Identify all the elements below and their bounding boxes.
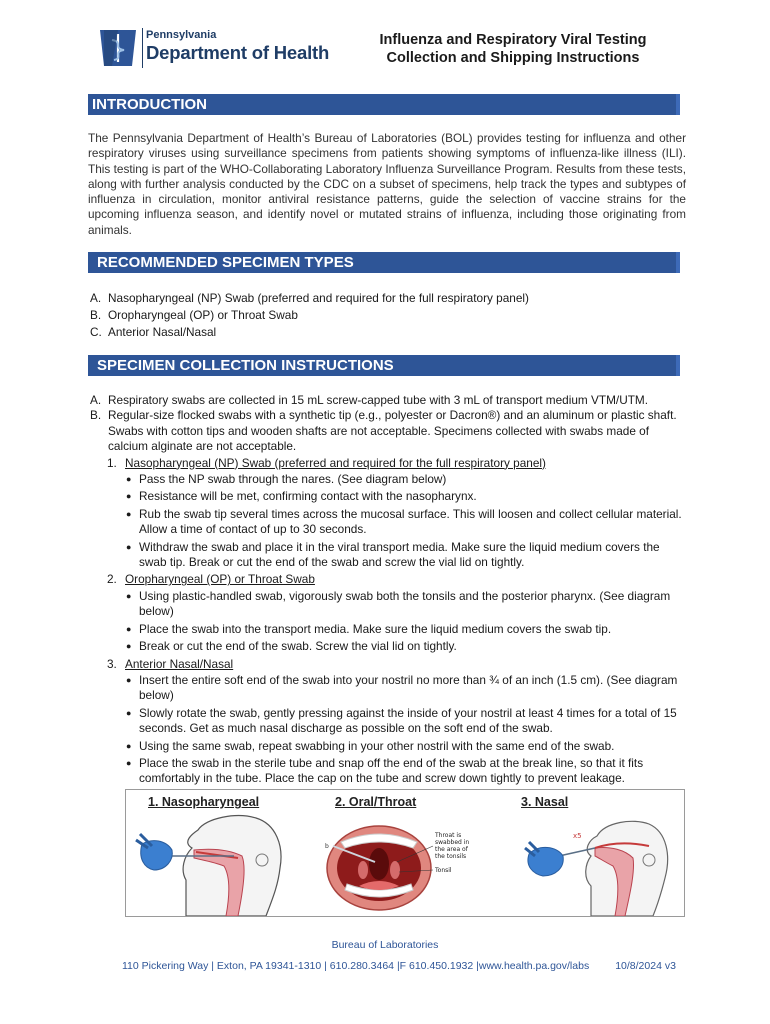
swab-diagram [125, 789, 685, 917]
title-line-1: Influenza and Respiratory Viral Testing [379, 32, 647, 48]
step-text: Resistance will be met, confirming contact with the nasopharynx. [139, 489, 477, 504]
panel-oral-throat [313, 790, 499, 916]
bullet-icon: ● [126, 541, 132, 552]
throat-label-3: the area of [435, 846, 468, 853]
list-marker: B. [90, 408, 102, 423]
swab-label: b [325, 843, 329, 850]
method-op-heading [107, 572, 690, 587]
list-item [126, 639, 690, 654]
list-marker: B. [90, 308, 102, 322]
step-text: Rub the swab tip several times across the mucosal surface. This will loosen and collect cellular material. Allow a time of contact of up to 30 seconds. [139, 506, 682, 537]
logo-department: Department of Health [146, 42, 330, 63]
list-item [126, 472, 690, 487]
method-nasal-steps [126, 673, 690, 787]
method-np-steps [126, 472, 690, 570]
list-marker: C. [90, 325, 102, 339]
step-text: Using plastic-handled swab, vigorously swab both the tonsils and the posterior pharynx. (See diagram below) [139, 588, 671, 619]
list-item [126, 489, 690, 504]
collection-list [90, 393, 690, 789]
method-op-steps [126, 589, 690, 655]
method-number: 3. [107, 656, 117, 671]
title-line-2: Collection and Shipping Instructions [386, 50, 640, 66]
step-text: Using the same swab, repeat swabbing in your other nostril with the same end of the swab. [139, 738, 615, 753]
method-number: 2. [107, 572, 117, 587]
recommended-list [90, 290, 529, 341]
keystone-logo-icon [98, 26, 138, 70]
bullet-icon: ● [126, 740, 132, 751]
tonsil-label: Tonsil [435, 867, 452, 874]
bullet-icon: ● [126, 491, 132, 502]
method-title: Nasopharyngeal (NP) Swab (preferred and required for the full respiratory panel) [125, 455, 546, 470]
step-text: Pass the NP swab through the nares. (See diagram below) [139, 472, 447, 487]
method-number: 1. [107, 455, 117, 470]
bullet-icon: ● [126, 641, 132, 652]
list-marker: A. [90, 393, 102, 407]
bullet-icon: ● [126, 590, 132, 601]
list-item [126, 739, 690, 754]
list-item [126, 706, 690, 737]
pa-doh-logo [98, 26, 328, 70]
list-item [90, 393, 690, 408]
logo-state: Pennsylvania [146, 29, 217, 41]
list-item [90, 290, 529, 307]
list-item [126, 589, 690, 620]
list-item [126, 756, 690, 787]
footer-contact-line [122, 960, 676, 972]
list-item [126, 507, 690, 538]
bullet-icon: ● [126, 508, 132, 519]
recommended-heading: RECOMMENDED SPECIMEN TYPES [88, 252, 680, 273]
list-text: Regular-size flocked swabs with a synthetic tip (e.g., polyester or Dacron®) and an aluminum or plastic shaft. Swabs with cotton tips and wooden shafts are not acceptable. Specimens collected with swabs made of calcium alginate are not acceptable. [108, 408, 677, 454]
collection-heading: SPECIMEN COLLECTION INSTRUCTIONS [88, 355, 680, 376]
list-text: Oropharyngeal (OP) or Throat Swab [108, 308, 298, 322]
bullet-icon: ● [126, 707, 132, 718]
footer-version: 10/8/2024 v3 [615, 960, 676, 972]
list-text: Respiratory swabs are collected in 15 mL screw-capped tube with 3 mL of transport medium VTM/UTM. [108, 393, 649, 407]
throat-label-4: the tonsils [435, 853, 467, 860]
panel-nasopharyngeal [126, 790, 312, 916]
list-item [90, 324, 529, 341]
footer-contact: 110 Pickering Way | Exton, PA 19341-1310 | 610.280.3464 |F 610.450.1932 |www.health.pa.gov/labs [122, 960, 590, 972]
list-text: Anterior Nasal/Nasal [108, 325, 217, 339]
list-marker: A. [90, 291, 102, 305]
step-text: Break or cut the end of the swab. Screw the vial lid on tightly. [139, 639, 457, 654]
bullet-icon: ● [126, 623, 132, 634]
introduction-heading: INTRODUCTION [88, 94, 680, 115]
step-text: Slowly rotate the swab, gently pressing against the inside of your nostril at least 4 times for a total of 15 seconds. Get as much nasal discharge as possible on the soft end of the swab. [139, 705, 677, 736]
list-item [90, 307, 529, 324]
method-title: Anterior Nasal/Nasal [125, 656, 234, 671]
document-title [340, 31, 686, 67]
introduction-text: The Pennsylvania Department of Health’s Bureau of Laboratories (BOL) provides testing for influenza and other respiratory viruses using surveillance specimens from patients showing symptoms of influenza-like illness (ILI). This testing is part of the WHO-Collaborating Laboratory Influenza Surveillance Program. Results from these tests, along with further analysis conducted by the CDC on a subset of specimens, help track the types and subtypes of influenza in circulation, monitor antiviral resistance patterns, guide the selection of vaccine strains for the upcoming influenza season, and identify novel or mutated strains of influenza, including those originating from animals. [88, 131, 686, 237]
method-nasal-heading [107, 657, 690, 672]
panel-nasal [499, 790, 685, 916]
footer-bureau: Bureau of Laboratories [331, 939, 439, 951]
panel-caption: 1. Nasopharyngeal [148, 795, 260, 809]
panel-caption: 2. Oral/Throat [335, 795, 417, 809]
nasal-rotation-label: x5 [573, 832, 582, 840]
list-item [126, 622, 690, 637]
logo-divider [142, 28, 143, 68]
bullet-icon: ● [126, 674, 132, 685]
step-text: Withdraw the swab and place it in the viral transport media. Make sure the liquid medium covers the swab tip. Break or cut the end of the swab and screw the vial lid on tightly. [139, 539, 660, 570]
step-text: Insert the entire soft end of the swab into your nostril no more than ¾ of an inch (1.5 cm). (See diagram below) [139, 672, 678, 703]
bullet-icon: ● [126, 474, 132, 485]
list-item [126, 673, 690, 704]
step-text: Place the swab in the sterile tube and snap off the end of the swab at the break line, so that it fits comfortably in the tube. Place the cap on the tube and screw down tightly to prevent leakage. [139, 755, 644, 786]
throat-label-1: Throat is [435, 832, 462, 839]
step-text: Place the swab into the transport media. Make sure the liquid medium covers the swab tip. [139, 621, 612, 636]
method-title: Oropharyngeal (OP) or Throat Swab [125, 572, 315, 587]
list-text: Nasopharyngeal (NP) Swab (preferred and required for the full respiratory panel) [108, 291, 529, 305]
method-np-heading [107, 456, 690, 471]
bullet-icon: ● [126, 757, 132, 768]
panel-caption: 3. Nasal [521, 795, 569, 809]
list-item [126, 540, 690, 571]
throat-label-2: swabbed in [435, 839, 470, 846]
list-item [90, 408, 690, 454]
